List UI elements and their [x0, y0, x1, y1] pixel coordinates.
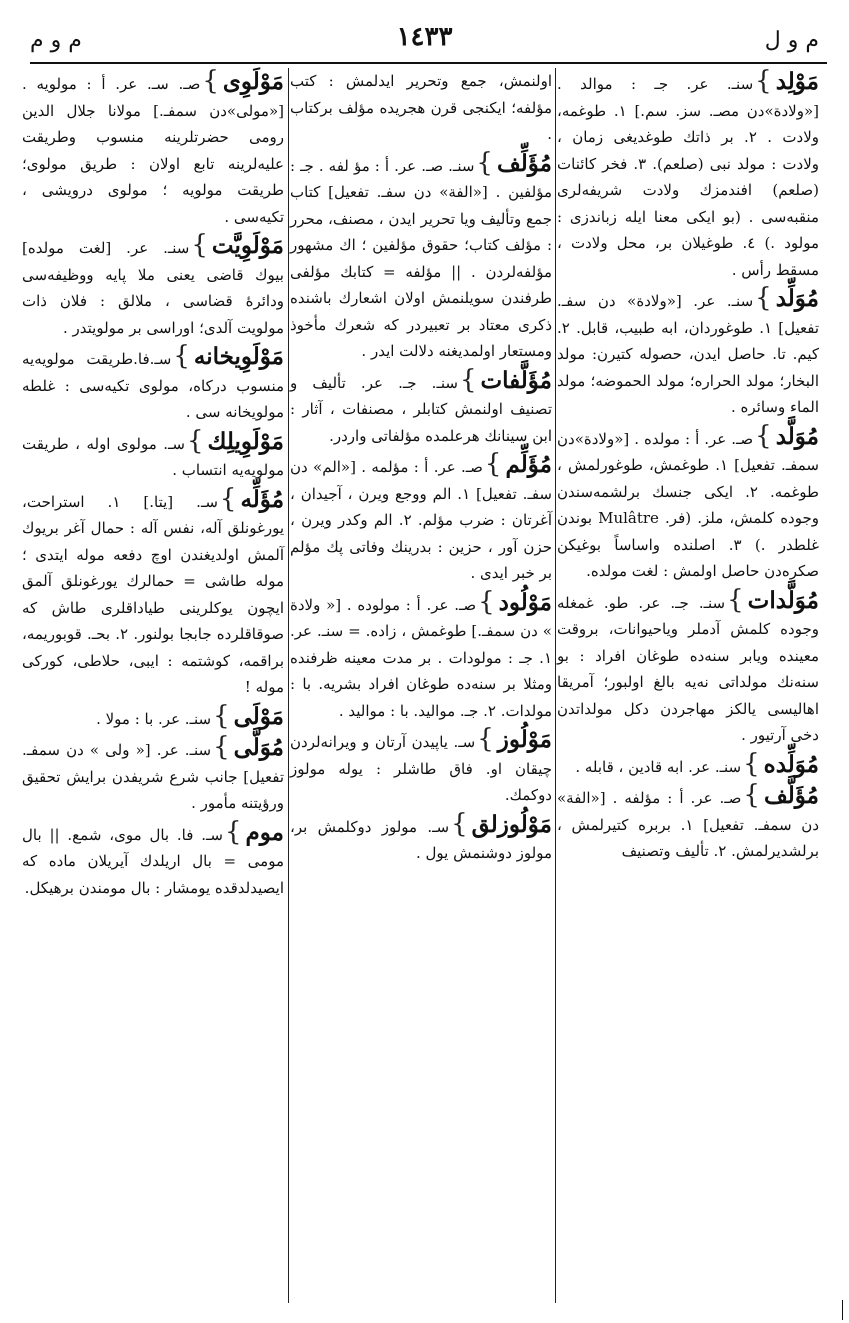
dictionary-entry: [22, 425, 284, 484]
brace-mark: }: [173, 341, 190, 371]
entry-definition: صـ. عر. أ : مؤلمه . [«الم» دن سفـ. تفعيل] ١. الم ووجع ويرن ، آجيدان ، آغرتان : ضرب مؤلم. ٢. الم وكدر ويرن ، حزن آور ، حزين : بدرينك وفاتى پك مؤلم بر خبر ايدى .: [290, 458, 553, 582]
entry-headword: مَوْلِد: [775, 68, 819, 95]
entry-definition: سـ. ياپيدن آرتان و ويرانه‌لردن چيقان او. فاق طاشلر : يوله مولوز دوكمك.: [290, 733, 552, 804]
header-right-letters: م و ل: [764, 28, 819, 53]
entry-headword: مُؤَلِّه: [240, 485, 285, 513]
dictionary-entry: [22, 483, 285, 701]
dictionary-entry: [22, 343, 284, 426]
dictionary-entry: [557, 420, 820, 585]
brace-mark: }: [219, 483, 237, 514]
brace-mark: }: [451, 808, 468, 839]
entry-definition: سـ. مولوى اوله ، طريقت مولويه‌يه انتساب .: [22, 434, 284, 479]
entry-definition: صـ. عر. أ : مولده . [«ولادة»دن سمفـ. تفعيل] ١. طوغمش، طوغورلمش ، طوغمه. ٢. ايكى جنسك برلشمه‌سندن وجوده كلمش، ملز. (فر. Mulâtre بوندن غلطدر .) ٣. اصلنده واساساً بوغيكن صكره‌دن حاصل اولمش : لغت مولده.: [557, 429, 820, 580]
brace-mark: }: [186, 425, 204, 456]
entry-definition: اولنمش، جمع وتحرير ايدلمش : كتب مؤلفه؛ ايكنجى قرن هجريده مؤلف بركتاب .: [290, 72, 552, 143]
dictionary-entry: [22, 816, 284, 902]
brace-mark: }: [755, 420, 772, 451]
entry-headword: مَوْلُوزلق: [471, 810, 552, 838]
entry-definition: صـ. عر. أ : مؤلفه . [«الفة» دن سمفـ. تفعيل] ١. بربره كتيرلمش ، برلشديرلمش. ٢. تأليف وتصنيف: [557, 789, 819, 860]
entry-headword: مُؤَلِّم: [505, 451, 552, 478]
column-divider: [555, 68, 556, 1303]
entry-headword: مَوْلَوِى: [222, 68, 284, 95]
entry-headword: مُوَلَّى: [233, 734, 284, 761]
brace-mark: }: [225, 816, 242, 847]
entry-headword: مَوْلَوِيلِك: [207, 427, 284, 455]
column-middle: [290, 68, 552, 869]
dictionary-entry: [290, 586, 552, 725]
entry-headword: مُوَلِّد: [775, 285, 819, 312]
brace-mark: }: [484, 449, 502, 479]
page-header: [30, 22, 819, 62]
entry-headword: مَوْلُود: [498, 588, 552, 616]
dictionary-entry: [290, 808, 552, 867]
entry-headword: موم: [245, 818, 284, 846]
dictionary-entry: [22, 232, 284, 341]
column-divider: [288, 68, 289, 1303]
dictionary-entry: [22, 734, 284, 817]
brace-mark: }: [213, 700, 230, 731]
dictionary-entry: [290, 364, 552, 450]
entry-definition: سنـ. صـ. عر. أ : مؤ لفه . جـ : مؤلفين . [«الفة» دن سفـ. تفعيل] كتاب جمع وتأليف ويا تحرير ايدن ، مصنف، محرر : مؤلف كتاب؛ حقوق مؤلفين ؛ اك مشهور مؤلفه‌لردن . || مؤلفه = كتابك مؤلفى طرفندن سويلنمش اولان اشعارك باشنده ذكرى معتاد بر تعبيردر كه شعرك مأخوذ ومستعار اولمديغنه دلالت ايدر .: [290, 156, 552, 360]
brace-mark: }: [477, 724, 494, 754]
column-right: [557, 68, 819, 867]
entry-definition: سنـ. جـ. عر. تأليف و تصنيف اولنمش كتابلر ، مصنفات ، آثار : ابن سينانك هرعلمده مؤلفاتى واردر.: [290, 373, 552, 445]
entry-definition: سـ. فا. بال موى، شمع. || بال مومى = بال اريلدك آيريلان ماده كه ايصيدلدقده يومشار : بال مومندن برهيكل.: [22, 825, 284, 897]
entry-headword: مُؤَلَّفات: [480, 366, 552, 394]
entry-definition: سـ.فا.طريقت مولويه‌يه منسوب دركاه، مولوى تكيه‌سى : غلطه مولويخانه سى .: [22, 350, 284, 421]
brace-mark: }: [478, 586, 495, 617]
entry-definition: سنـ. جـ. عر. طو. غمغله وجوده كلمش آدملر وياحيوانات، بروقت معينده ويابر سنه‌ده طوغان افراد : بو سنه‌نك مولداتى نه‌يه بالغ اولبور؛ آمريقا اهاليسى يالكز مهاجردن دكل مولداتدن دخى آرتيور .: [557, 593, 819, 744]
page-number: ١٤٣٣: [396, 22, 453, 52]
dictionary-entry: [557, 285, 819, 421]
dictionary-entry: [557, 782, 819, 865]
entry-headword: مُوَلَّدات: [747, 586, 819, 614]
column-left: [22, 68, 284, 903]
entry-definition: صـ. سـ. عر. أ : مولويه . [«مولى»دن سمفـ.] مولانا جلال الدين رومى حضرتلرينه منسوب وطريقت عليه‌لرينه تابع اولان : طريق مولوى؛ طريقت مولويه ؛ مولوى درويشى ، تكيه‌سى .: [22, 75, 284, 226]
entry-definition: سنـ. عر. [« ولى » دن سمفـ. تفعيل] جانب شرع شريفدن برايش تحقيق ورؤيتنه مأمور .: [22, 741, 284, 812]
brace-mark: }: [202, 66, 219, 96]
brace-mark: }: [191, 230, 208, 260]
brace-mark: }: [213, 732, 230, 762]
entry-definition: صـ. عر. أ : مولوده . [« ولادة » دن سمفـ.] طوغمش ، زاده. = سنـ. عر. ١. جـ : مولودات . بر مدت معينه ظرفنده ومثلا بر سنه‌ده طوغان افراد بشريه. با : مولدات. ٢. جـ. مواليد. با : مواليد .: [290, 595, 552, 720]
entry-headword: مَوْلَوِيخانه: [193, 343, 284, 370]
entry-headword: مَوْلُوز: [497, 726, 552, 753]
entry-definition: سنـ. عر. با : مولا .: [96, 709, 212, 728]
entry-headword: مَوْلَوِيَّت: [211, 232, 284, 259]
entry-definition: سنـ. عر. ابه قادين ، قابله .: [575, 757, 742, 776]
brace-mark: }: [743, 780, 760, 810]
entry-headword: مُوَلَّد: [775, 422, 819, 450]
entry-definition: سنـ. عر. [«ولادة» دن سفـ. تفعيل] ١. طوغوردان، ابه طبيب، قابل. ٢. كيم. تا. حاصل ايدن، حصوله كتيرن: مولد البخار؛ مولد الحراره؛ مولد الحموضه؛ مولد الماء وسائره .: [557, 292, 819, 416]
brace-mark: }: [476, 147, 493, 178]
header-left-letters: م و م: [30, 28, 82, 53]
dictionary-entry: [22, 700, 284, 733]
dictionary-entry: [22, 68, 284, 230]
page-edge-mark: [842, 1300, 843, 1320]
dictionary-entry: [290, 726, 552, 809]
dictionary-entry: [290, 451, 552, 587]
dictionary-entry: [290, 68, 552, 148]
entry-headword: مَوْلَى: [233, 702, 284, 730]
entry-definition: سنـ. عر. جـ : موالد . [«ولادة»دن مصـ. سز. سم.] ١. طوغمه، ولادت . ٢. بر ذاتك طوغديغى زمان ، ولادت : مولد نبى (صلعم). ٣. فخر كائنات (صلعم) افندمزك ولادت شريفه‌لرى منقبه‌سى . (بو ايكى معنا ايله زباندزى : مولود .) ٤. طوغيلان بر، محل ولادت ، مسقط رأس .: [557, 75, 820, 279]
dictionary-entry: [290, 147, 552, 365]
dictionary-entry: [557, 584, 819, 749]
entry-headword: مُؤَلِّف: [496, 149, 552, 177]
dictionary-entry: [557, 68, 819, 283]
brace-mark: }: [755, 283, 772, 313]
brace-mark: }: [743, 748, 760, 779]
entry-headword: مُوَلِّده: [763, 750, 819, 778]
entry-definition: سـ. مولوز دوكلمش بر، مولوز دوشنمش يول .: [290, 817, 552, 862]
dictionary-entry: [557, 748, 819, 781]
entry-headword: مُؤَلَّف: [763, 782, 819, 809]
header-rule: [30, 62, 827, 64]
brace-mark: }: [459, 364, 477, 395]
entry-definition: سـ. [يتا.] ١. استراحت، يورغونلق آله، نفس آله : حمال آغر بريوك آلمش اولديغندن اوچ دفعه موله ايتدى ؛ موله طاشى = حمالرك يورغونلق آلمق ايچون يوكلرينى طياداقلرى طاش كه صوقاقلرده جابجا بولنور. ٢. بحـ. قوبوريمه، براقمه، كوشتمه : ايبى، حلاطى، كوركى موله !: [22, 492, 284, 696]
brace-mark: }: [755, 66, 772, 96]
entry-definition: سنـ. عر. [لغت مولده] بيوك قاضى يعنى ملا پايه ووظيفه‌سى ودائرهٔ قضاسى ، ملالق : فلان ذات مولويت آلدى؛ اوراسى بر مولويتدر .: [22, 239, 284, 337]
brace-mark: }: [727, 584, 744, 615]
